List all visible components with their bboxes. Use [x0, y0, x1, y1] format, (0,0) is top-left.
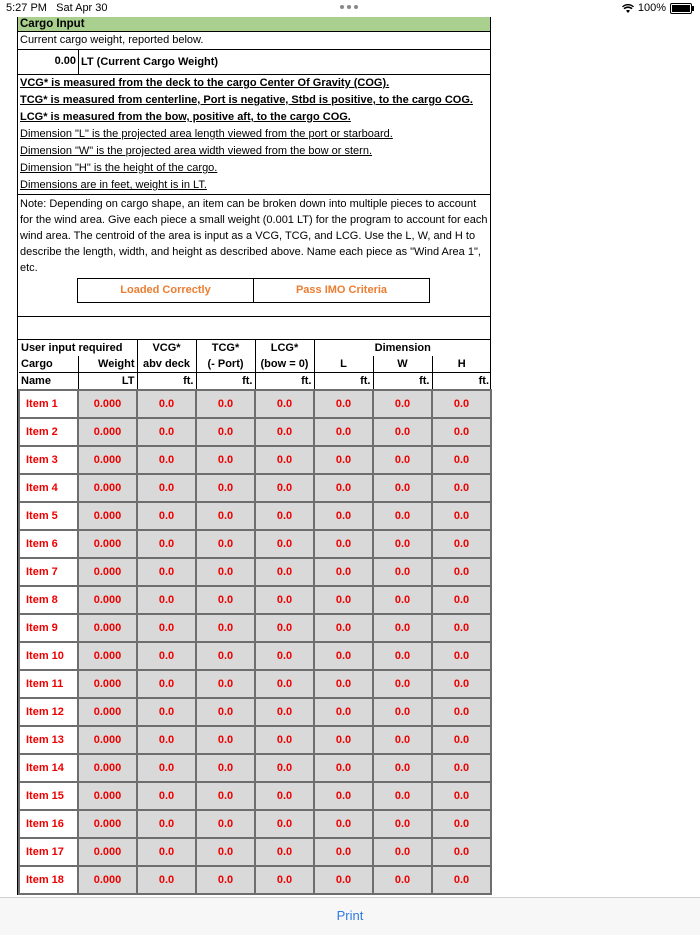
cell-h[interactable]: 0.0	[432, 418, 491, 446]
table-row	[19, 586, 491, 614]
cell-h[interactable]: 0.0	[432, 838, 491, 866]
cell-w[interactable]: 0.0	[373, 866, 432, 894]
loaded-status: Loaded Correctly	[77, 278, 254, 303]
header-cargo: Cargo	[19, 356, 78, 373]
cell-lcg[interactable]: 0.0	[255, 474, 314, 502]
cell-name[interactable]: Item 3	[19, 446, 78, 474]
cell-tcg[interactable]: 0.0	[196, 670, 255, 698]
cell-name[interactable]: Item 6	[19, 530, 78, 558]
unit-l: ft.	[314, 373, 373, 391]
cell-vcg[interactable]: 0.0	[137, 754, 196, 782]
table-header	[19, 340, 491, 390]
bottom-toolbar	[0, 897, 700, 935]
cell-tcg[interactable]: 0.0	[196, 866, 255, 894]
dimension-h-definition: Dimension "H" is the height of the cargo.	[20, 162, 218, 174]
cell-tcg[interactable]: 0.0	[196, 418, 255, 446]
cell-w[interactable]: 0.0	[373, 390, 432, 418]
cell-vcg[interactable]: 0.0	[137, 390, 196, 418]
cell-vcg[interactable]: 0.0	[137, 726, 196, 754]
cell-lcg[interactable]: 0.0	[255, 698, 314, 726]
units-definition: Dimensions are in feet, weight is in LT.	[20, 179, 207, 191]
cell-tcg[interactable]: 0.0	[196, 642, 255, 670]
cell-h[interactable]: 0.0	[432, 446, 491, 474]
cell-weight[interactable]: 0.000	[78, 474, 137, 502]
cell-h[interactable]: 0.0	[432, 754, 491, 782]
cell-vcg[interactable]: 0.0	[137, 502, 196, 530]
table-row	[19, 754, 491, 782]
cell-l[interactable]: 0.0	[314, 474, 373, 502]
current-weight-row	[18, 49, 490, 75]
cell-tcg[interactable]: 0.0	[196, 586, 255, 614]
unit-weight: LT	[78, 373, 137, 391]
battery-percent: 100%	[637, 2, 666, 14]
table-row	[19, 558, 491, 586]
cell-name[interactable]: Item 9	[19, 614, 78, 642]
cell-name[interactable]: Item 5	[19, 502, 78, 530]
cell-l[interactable]: 0.0	[314, 838, 373, 866]
cell-w[interactable]: 0.0	[373, 782, 432, 810]
current-weight-intro: Current cargo weight, reported below.	[20, 34, 204, 46]
cell-weight[interactable]: 0.000	[78, 614, 137, 642]
cell-h[interactable]: 0.0	[432, 670, 491, 698]
table-row	[19, 474, 491, 502]
cell-vcg[interactable]: 0.0	[137, 614, 196, 642]
cell-w[interactable]: 0.0	[373, 586, 432, 614]
cell-w[interactable]: 0.0	[373, 670, 432, 698]
cell-h[interactable]: 0.0	[432, 866, 491, 894]
unit-vcg: ft.	[137, 373, 196, 391]
cell-vcg[interactable]: 0.0	[137, 782, 196, 810]
cell-weight[interactable]: 0.000	[78, 390, 137, 418]
table-row	[19, 866, 491, 894]
header-name: Name	[19, 373, 78, 391]
cell-w[interactable]: 0.0	[373, 838, 432, 866]
cell-vcg[interactable]: 0.0	[137, 670, 196, 698]
cell-w[interactable]: 0.0	[373, 446, 432, 474]
cell-name[interactable]: Item 17	[19, 838, 78, 866]
cell-w[interactable]: 0.0	[373, 558, 432, 586]
header-w: W	[373, 356, 432, 373]
table-row	[19, 838, 491, 866]
cell-weight[interactable]: 0.000	[78, 670, 137, 698]
cell-weight[interactable]: 0.000	[78, 558, 137, 586]
cell-h[interactable]: 0.0	[432, 558, 491, 586]
cell-lcg[interactable]: 0.0	[255, 418, 314, 446]
status-time: 5:27 PM Sat Apr 30	[6, 2, 108, 14]
cell-l[interactable]: 0.0	[314, 446, 373, 474]
header-h: H	[457, 358, 466, 370]
cell-weight[interactable]: 0.000	[78, 838, 137, 866]
cell-vcg[interactable]: 0.0	[137, 810, 196, 838]
cell-lcg[interactable]: 0.0	[255, 810, 314, 838]
cell-tcg[interactable]: 0.0	[196, 810, 255, 838]
cell-lcg[interactable]: 0.0	[255, 558, 314, 586]
cell-name[interactable]: Item 4	[19, 474, 78, 502]
cell-h[interactable]: 0.0	[432, 530, 491, 558]
cell-l[interactable]: 0.0	[314, 614, 373, 642]
status-right	[622, 2, 692, 14]
cell-name[interactable]: Item 8	[19, 586, 78, 614]
cell-vcg[interactable]: 0.0	[137, 530, 196, 558]
cell-w[interactable]: 0.0	[373, 502, 432, 530]
cell-name[interactable]: Item 15	[19, 782, 78, 810]
cell-weight[interactable]: 0.000	[78, 502, 137, 530]
header-tcg-sub: (- Port)	[196, 356, 255, 373]
cell-vcg[interactable]: 0.0	[137, 558, 196, 586]
cell-l[interactable]: 0.0	[314, 698, 373, 726]
cell-weight[interactable]: 0.000	[78, 698, 137, 726]
header-tcg: TCG*	[196, 340, 255, 356]
cell-weight[interactable]: 0.000	[78, 866, 137, 894]
cell-name[interactable]: Item 12	[19, 698, 78, 726]
cell-weight[interactable]: 0.000	[78, 530, 137, 558]
cell-tcg[interactable]: 0.0	[196, 782, 255, 810]
cell-tcg[interactable]: 0.0	[196, 614, 255, 642]
cell-w[interactable]: 0.0	[373, 698, 432, 726]
cell-tcg[interactable]: 0.0	[196, 838, 255, 866]
cell-w[interactable]: 0.0	[373, 418, 432, 446]
cell-name[interactable]: Item 14	[19, 754, 78, 782]
cell-w[interactable]: 0.0	[373, 810, 432, 838]
cargo-items-table	[18, 340, 492, 895]
cell-weight[interactable]: 0.000	[78, 586, 137, 614]
cell-l[interactable]: 0.0	[314, 586, 373, 614]
lcg-definition: LCG* is measured from the bow, positive aft, to the cargo COG.	[20, 111, 351, 123]
table-row	[19, 810, 491, 838]
cell-tcg[interactable]: 0.0	[196, 446, 255, 474]
unit-h: ft.	[478, 375, 490, 387]
cell-lcg[interactable]: 0.0	[255, 642, 314, 670]
header-weight: Weight	[78, 356, 137, 373]
cell-h[interactable]: 0.0	[432, 642, 491, 670]
sheet-title: Cargo Input	[18, 17, 490, 32]
multitask-dots-icon[interactable]	[340, 5, 358, 9]
print-button[interactable]: Print	[336, 908, 364, 923]
unit-tcg: ft.	[196, 373, 255, 391]
cell-l[interactable]: 0.0	[314, 418, 373, 446]
cell-weight[interactable]: 0.000	[78, 810, 137, 838]
cell-name[interactable]: Item 13	[19, 726, 78, 754]
dimension-w-definition: Dimension "W" is the projected area width viewed from the bow or stern.	[20, 145, 373, 157]
cell-h[interactable]: 0.0	[432, 810, 491, 838]
cell-w[interactable]: 0.0	[373, 530, 432, 558]
header-lcg: LCG*	[255, 340, 314, 356]
table-row	[19, 782, 491, 810]
header-vcg: VCG*	[137, 340, 196, 356]
cell-lcg[interactable]: 0.0	[255, 866, 314, 894]
unit-lcg: ft.	[255, 373, 314, 391]
cell-w[interactable]: 0.0	[373, 614, 432, 642]
cell-vcg[interactable]: 0.0	[137, 446, 196, 474]
cell-lcg[interactable]: 0.0	[255, 838, 314, 866]
cell-h[interactable]: 0.0	[432, 390, 491, 418]
cell-tcg[interactable]: 0.0	[196, 474, 255, 502]
cell-w[interactable]: 0.0	[373, 726, 432, 754]
table-row	[19, 670, 491, 698]
cell-w[interactable]: 0.0	[373, 642, 432, 670]
cell-lcg[interactable]: 0.0	[255, 586, 314, 614]
cell-vcg[interactable]: 0.0	[137, 838, 196, 866]
cell-vcg[interactable]: 0.0	[137, 474, 196, 502]
cell-vcg[interactable]: 0.0	[137, 642, 196, 670]
cell-name[interactable]: Item 7	[19, 558, 78, 586]
cell-l[interactable]: 0.0	[314, 642, 373, 670]
vcg-definition: VCG* is measured from the deck to the cargo Center Of Gravity (COG).	[20, 77, 390, 89]
table-row	[19, 726, 491, 754]
cell-lcg[interactable]: 0.0	[255, 530, 314, 558]
cell-weight[interactable]: 0.000	[78, 782, 137, 810]
cell-lcg[interactable]: 0.0	[255, 390, 314, 418]
imo-status: Pass IMO Criteria	[253, 278, 430, 303]
status-row	[18, 278, 490, 302]
cell-lcg[interactable]: 0.0	[255, 782, 314, 810]
cell-lcg[interactable]: 0.0	[255, 726, 314, 754]
cell-weight[interactable]: 0.000	[78, 418, 137, 446]
cell-name[interactable]: Item 2	[19, 418, 78, 446]
cell-tcg[interactable]: 0.0	[196, 502, 255, 530]
cell-name[interactable]: Item 10	[19, 642, 78, 670]
table-row	[19, 446, 491, 474]
cell-w[interactable]: 0.0	[373, 754, 432, 782]
cell-l[interactable]: 0.0	[314, 754, 373, 782]
cell-l[interactable]: 0.0	[314, 866, 373, 894]
ios-status-bar	[0, 0, 700, 17]
tcg-definition: TCG* is measured from centerline, Port is negative, Stbd is positive, to the cargo COG.	[20, 94, 473, 106]
cell-name[interactable]: Item 16	[19, 810, 78, 838]
cell-tcg[interactable]: 0.0	[196, 754, 255, 782]
cell-tcg[interactable]: 0.0	[196, 726, 255, 754]
cell-vcg[interactable]: 0.0	[137, 418, 196, 446]
table-body	[19, 390, 491, 894]
table-row	[19, 502, 491, 530]
cargo-input-sheet	[17, 17, 491, 895]
cell-l[interactable]: 0.0	[314, 502, 373, 530]
table-row	[19, 642, 491, 670]
table-row	[19, 614, 491, 642]
cell-lcg[interactable]: 0.0	[255, 502, 314, 530]
unit-w: ft.	[373, 373, 432, 391]
cell-l[interactable]: 0.0	[314, 726, 373, 754]
cell-lcg[interactable]: 0.0	[255, 614, 314, 642]
header-lcg-sub: (bow = 0)	[255, 356, 314, 373]
cell-h[interactable]: 0.0	[432, 502, 491, 530]
table-row	[19, 698, 491, 726]
cell-tcg[interactable]: 0.0	[196, 390, 255, 418]
cell-lcg[interactable]: 0.0	[255, 754, 314, 782]
cell-tcg[interactable]: 0.0	[196, 530, 255, 558]
cell-h[interactable]: 0.0	[432, 726, 491, 754]
table-row	[19, 390, 491, 418]
header-user-input: User input required	[19, 340, 137, 356]
cell-tcg[interactable]: 0.0	[196, 558, 255, 586]
section-divider	[18, 316, 490, 340]
cell-weight[interactable]: 0.000	[78, 642, 137, 670]
header-l: L	[314, 356, 373, 373]
wifi-icon	[622, 4, 634, 13]
cell-tcg[interactable]: 0.0	[196, 698, 255, 726]
cell-l[interactable]: 0.0	[314, 530, 373, 558]
cell-lcg[interactable]: 0.0	[255, 670, 314, 698]
cell-l[interactable]: 0.0	[314, 670, 373, 698]
cell-l[interactable]: 0.0	[314, 558, 373, 586]
cell-h[interactable]: 0.0	[432, 782, 491, 810]
cell-vcg[interactable]: 0.0	[137, 698, 196, 726]
header-vcg-sub: abv deck	[137, 356, 196, 373]
cell-weight[interactable]: 0.000	[78, 726, 137, 754]
cell-vcg[interactable]: 0.0	[137, 586, 196, 614]
dimension-l-definition: Dimension "L" is the projected area length viewed from the port or starboard.	[20, 128, 393, 140]
cell-name[interactable]: Item 11	[19, 670, 78, 698]
cell-l[interactable]: 0.0	[314, 782, 373, 810]
cell-h[interactable]: 0.0	[432, 614, 491, 642]
cell-l[interactable]: 0.0	[314, 390, 373, 418]
cell-weight[interactable]: 0.000	[78, 754, 137, 782]
cell-h[interactable]: 0.0	[432, 698, 491, 726]
header-dimension: Dimension	[374, 342, 431, 354]
table-row	[19, 530, 491, 558]
cell-weight[interactable]: 0.000	[78, 446, 137, 474]
cell-h[interactable]: 0.0	[432, 474, 491, 502]
cell-vcg[interactable]: 0.0	[137, 866, 196, 894]
cell-name[interactable]: Item 1	[19, 390, 78, 418]
cell-w[interactable]: 0.0	[373, 474, 432, 502]
cell-h[interactable]: 0.0	[432, 586, 491, 614]
cell-name[interactable]: Item 18	[19, 866, 78, 894]
battery-icon	[670, 3, 692, 14]
cell-l[interactable]: 0.0	[314, 810, 373, 838]
wind-area-note: Note: Depending on cargo shape, an item can be broken down into multiple pieces to account for the wind area. Give each piece a small weight (0.001 LT) for the program to account for each wind area. The centroid of the area is input as a VCG, TCG, and LCG. Use the L, W, and H to describe the length, width, and height as described above. Name each piece as "Wind Area 1", etc.	[18, 194, 490, 278]
current-weight-value: 0.00	[18, 50, 79, 74]
cell-lcg[interactable]: 0.0	[255, 446, 314, 474]
table-row	[19, 418, 491, 446]
current-weight-label: LT (Current Cargo Weight)	[81, 56, 219, 68]
